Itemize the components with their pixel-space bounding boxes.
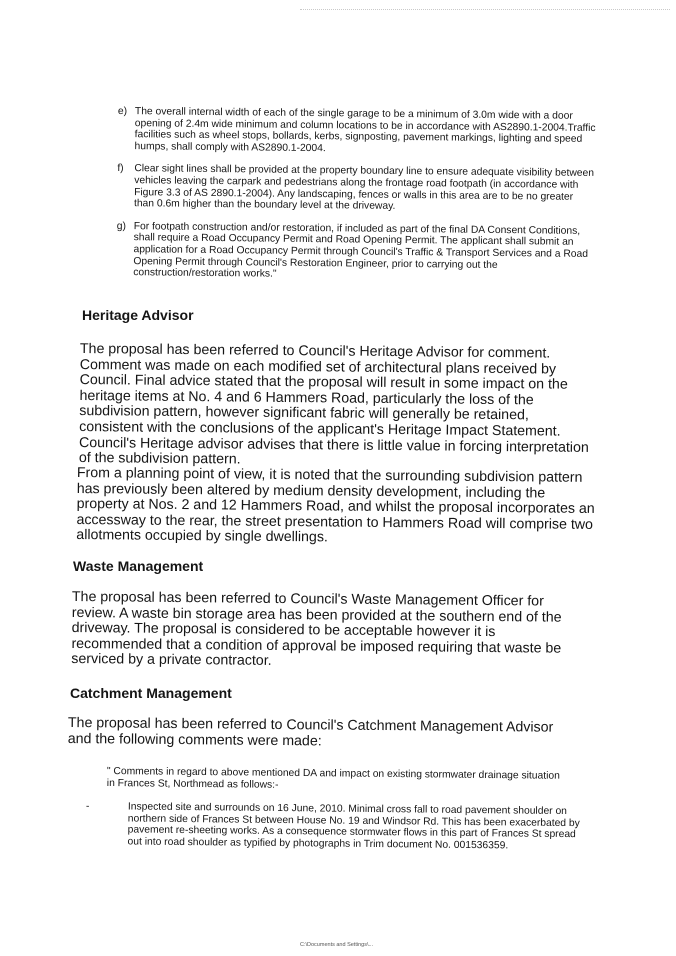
catchment-heading: Catchment Management [70,685,232,701]
condition-letter: e) [117,106,128,118]
condition-text: The overall internal width of each of the single garage to be a minimum of 3.0m wide with a door opening of 2.4m wide minimum and column locations to be in accordance with AS2890.1-2004.Traffic facilities such as wheel stops, bollards, kerbs, signposting, pavement markings, lighting and speed humps, shall comply with AS2890.1-2004. [134,106,596,154]
condition-item [116,221,595,284]
heritage-heading: Heritage Advisor [82,307,194,323]
waste-paragraph: The proposal has been referred to Council's Waste Management Officer for review. A waste bin storage area has been provided at the southern end of the driveway. The proposal is considered to be acceptable however it is recommended that a condition of approval be imposed requiring that waste be serviced by a private contractor. [71,589,562,670]
catchment-quote: " Comments in regard to above mentioned DA and impact on existing stormwater drainage situation in Frances St, Northmead as follows:- [106,766,560,791]
condition-text: For footpath construction and/or restoration, if included as part of the final DA Consent Conditions, shall require a Road Occupancy Permit and Road Opening Permit. The applicant shall submit an application for a Road Occupancy Permit through Council's Traffic & Transport Services and a Road Opening Permit through Council's Restoration Engineer, prior to carrying out the construction/restoration works." [133,220,589,280]
heritage-paragraph-1: The proposal has been referred to Council's Heritage Advisor for comment. Comment was made on each modified set of architectural plans received by Council. Final advice stated that the proposal will result in some impact on the heritage items at No. 4 and 6 Hammers Road, particularly the loss of the subdivision pattern, however significant fabric will generally be retained, consistent with the conclusions of the applicant's Heritage Impact Statement. Council's Heritage advisor advises that there is little value in forcing interpretation of the subdivision pattern. [78,341,589,468]
conditions-list [116,106,596,295]
heritage-paragraph-2: From a planning point of view, it is noted that the surrounding subdivision pattern has previously been altered by medium density development, including the property at Nos. 2 and 12 Hammers Road, and whilst the proposal incorporates an accessway to the rear, the street presentation to Hammers Road will comprise two allotments occupied by single dwellings. [76,465,595,546]
condition-letter: f) [117,163,124,175]
condition-item [118,106,596,157]
waste-heading: Waste Management [73,558,204,574]
catchment-paragraph: The proposal has been referred to Council's Catchment Management Advisor and the following comments were made: [67,715,554,750]
bullet-text: Inspected site and surrounds on 16 June, 2010. Minimal cross fall to road pavement shoulder on northern side of Frances St between House No. 19 and Windsor Rd. This has been exacerbated by pavement re-sheeting works. As a consequence stormwater flows in this part of Frances St spread out into road shoulder as typified by photographs in Trim document No. 001536359. [127,801,580,852]
condition-text: Clear sight lines shall be provided at the property boundary line to ensure adequate visibility between vehicles leaving the carpark and pedestrians along the frontage road footpath (in accordance with Figure 3.3 of AS 2890.1-2004). Any landscaping, fences or walls in this area are to be no greater than 0.6m higher than the boundary level at the driveway. [133,163,595,213]
scan-noise [300,9,670,16]
condition-letter: g) [116,220,126,232]
footer-path: C:\Documents and Settings\... [300,942,374,948]
condition-item [117,163,595,214]
bullet-dash: - [85,801,90,813]
catchment-bullet [86,801,586,853]
